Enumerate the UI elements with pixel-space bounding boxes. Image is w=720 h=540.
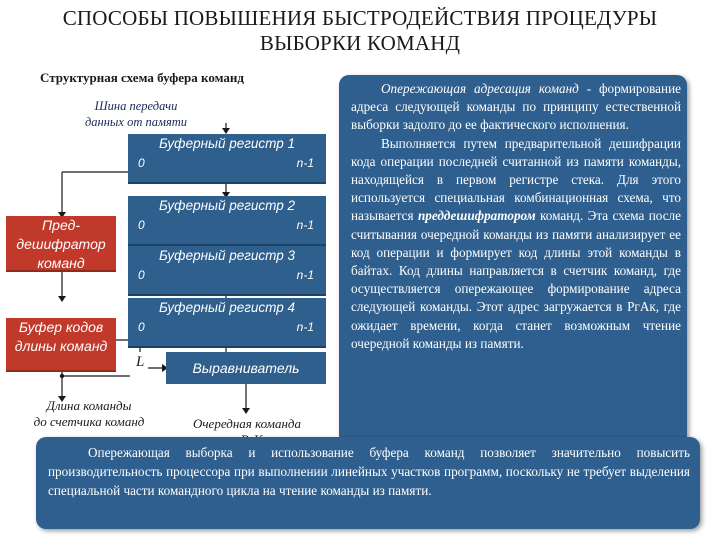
- register-high-bit: n-1: [296, 320, 314, 334]
- length-buffer-box: [6, 318, 116, 372]
- length-output-label: [14, 398, 164, 430]
- p2-part-a: Выполняется путем предварительной дешифрации кода операции последней считанной из памяти команды, находящейся в первом регистре стека. Для этого используется специальная комбинационная схема, что называется: [351, 135, 681, 224]
- register-low-bit: 0: [138, 156, 145, 170]
- l-label: L: [136, 354, 145, 370]
- diagram-subtitle: Структурная схема буфера команд: [40, 70, 244, 85]
- register-label: Буферный регистр 2: [158, 198, 296, 213]
- bus-label-line-1: Шина передачи: [94, 99, 178, 113]
- p2-part-b: команд. Эта схема после считывания очередной команды из памяти анализирует ее код операции и формирует код длины этой команды в байтах. Код длины направляется в счетчик команд, где осуществляется опережающее формирование адреса следующей команды. Этот адрес загружается в РгАк, где ожидает времени, когда станет возможным чтение очередной команды из памяти.: [351, 208, 681, 351]
- bus-label: [56, 98, 216, 130]
- next-command-line-1: Очередная команда: [192, 416, 302, 431]
- register-label: Буферный регистр 4: [158, 300, 296, 315]
- buffer-register-3: [128, 246, 326, 296]
- bottom-panel-text: Опережающая выборка и использование буфера команд позволяет значительно повысить производительность процессора при выполнении линейных участков программ, поскольку не требует выделения специальной части командного цикла на чтение команды из памяти.: [48, 445, 690, 498]
- register-label: Буферный регистр 1: [158, 136, 296, 151]
- predecoder-line-3: команд: [37, 255, 85, 271]
- right-panel-text: [351, 80, 681, 353]
- right-explanation-panel: [339, 75, 687, 445]
- register-low-bit: 0: [138, 320, 145, 334]
- predecoder-line-2: дешифратор: [16, 236, 106, 252]
- buffer-register-2: [128, 196, 326, 246]
- length-buffer-line-1: Буфер кодов: [18, 319, 104, 335]
- register-label: Буферный регистр 3: [158, 248, 296, 263]
- term-predecoder: преддешифратором: [417, 208, 536, 224]
- register-high-bit: n-1: [296, 218, 314, 232]
- buffer-register-4: [128, 298, 326, 348]
- register-low-bit: 0: [138, 268, 145, 282]
- bottom-summary-panel: [36, 437, 700, 529]
- register-high-bit: n-1: [296, 268, 314, 282]
- title-line-2: ВЫБОРКИ КОМАНД: [259, 31, 461, 55]
- buffer-register-1: [128, 134, 326, 184]
- length-output-line-2: до счетчика команд: [33, 414, 145, 429]
- title-line-1: СПОСОБЫ ПОВЫШЕНИЯ БЫСТРОДЕЙСТВИЯ ПРОЦЕДУРЫ: [62, 6, 658, 30]
- register-high-bit: n-1: [296, 156, 314, 170]
- aligner-box: Выравниватель: [166, 352, 326, 384]
- term-advance-addressing: Опережающая адресация команд: [381, 81, 579, 96]
- predecoder-line-1: Пред-: [42, 217, 80, 233]
- length-output-line-1: Длина команды: [46, 398, 132, 413]
- bus-label-line-2: данных от памяти: [84, 115, 188, 129]
- predecoder-box: [6, 216, 116, 272]
- p1-rest: - формирование адреса следующей команды по принципу естественной выборки задолго до ее фактического исполнения.: [351, 81, 681, 133]
- length-buffer-line-2: длины команд: [14, 338, 108, 354]
- register-low-bit: 0: [138, 218, 145, 232]
